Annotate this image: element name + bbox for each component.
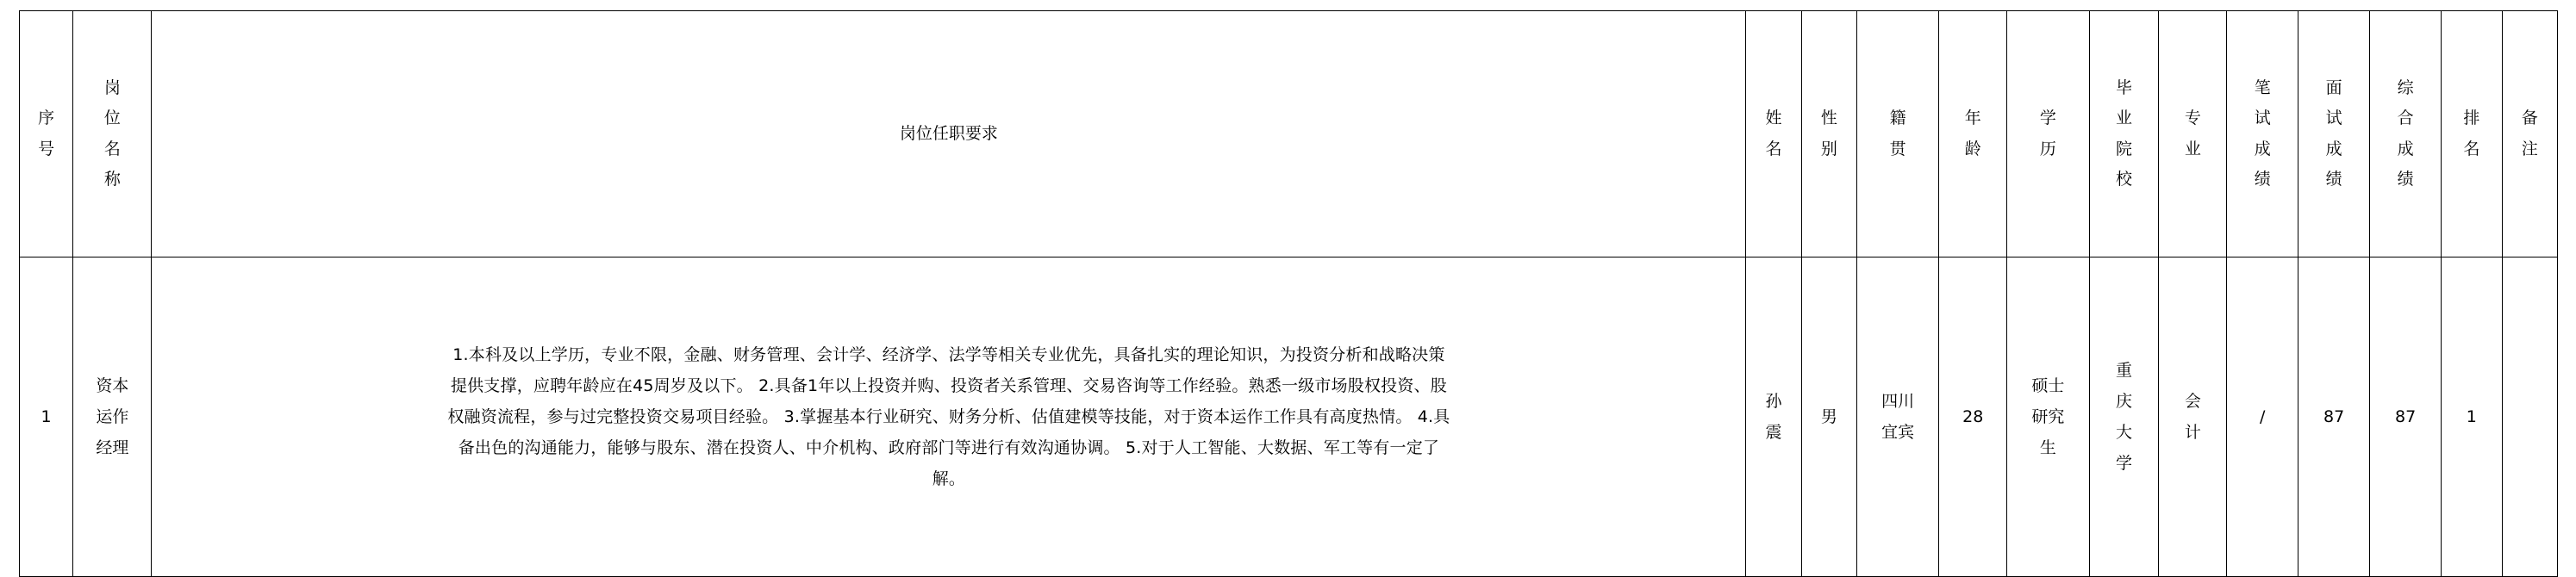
cell-name — [1746, 257, 1801, 577]
header-char: 排 — [2463, 109, 2480, 128]
cell-line: 庆 — [2115, 391, 2132, 411]
cell-school — [2089, 257, 2159, 577]
header-char: 校 — [2115, 169, 2132, 189]
cell-major — [2159, 257, 2227, 577]
cell-post — [73, 257, 152, 577]
header-char: 历 — [2039, 139, 2056, 158]
column-header-name — [1746, 11, 1801, 257]
header-char: 年 — [1964, 109, 1981, 128]
column-header-remark — [2502, 11, 2557, 257]
cell-age: 28 — [1939, 257, 2007, 577]
column-header-hometown — [1856, 11, 1938, 257]
cell-line: 计 — [2184, 423, 2201, 442]
cell-line: 重 — [2115, 360, 2132, 380]
candidate-table — [19, 10, 2558, 577]
column-header-education — [2007, 11, 2089, 257]
cell-remark — [2502, 257, 2557, 577]
cell-line: 四川 — [1881, 391, 1915, 411]
header-char: 序 — [38, 109, 55, 128]
header-char: 籍 — [1889, 109, 1906, 128]
header-char: 龄 — [1964, 139, 1981, 158]
cell-interview-score: 87 — [2298, 257, 2370, 577]
header-char: 业 — [2115, 109, 2132, 128]
header-char: 试 — [2325, 109, 2342, 128]
column-header-school — [2089, 11, 2159, 257]
header-char: 试 — [2254, 109, 2271, 128]
column-header-major — [2159, 11, 2227, 257]
requirement-line: 1.本科及以上学历，专业不限，金融、财务管理、会计学、经济学、法学等相关专业优先，具备扎实的理论知识，为投资分析和战略决策 — [452, 344, 1445, 364]
header-char: 备 — [2521, 109, 2538, 128]
header-char: 号 — [38, 139, 55, 158]
header-char: 成 — [2254, 139, 2271, 158]
cell-education — [2007, 257, 2089, 577]
cell-line: 硕士 — [2031, 375, 2065, 395]
column-header-written-score — [2227, 11, 2298, 257]
column-header-rank — [2442, 11, 2503, 257]
cell-gender: 男 — [1801, 257, 1856, 577]
header-char: 位 — [103, 109, 121, 128]
column-header-gender — [1801, 11, 1856, 257]
header-char: 业 — [2184, 139, 2201, 158]
header-char: 姓 — [1765, 109, 1782, 128]
header-char: 成 — [2325, 139, 2342, 158]
cell-hometown — [1856, 257, 1938, 577]
header-char: 贯 — [1889, 139, 1906, 158]
header-char: 别 — [1820, 139, 1837, 158]
header-char: 综 — [2397, 78, 2414, 98]
cell-overall-score: 87 — [2370, 257, 2442, 577]
header-char: 面 — [2325, 78, 2342, 98]
header-char: 成 — [2397, 139, 2414, 158]
column-header-overall-score — [2370, 11, 2442, 257]
header-char: 名 — [2463, 139, 2480, 158]
header-char: 院 — [2115, 139, 2132, 158]
cell-line: 生 — [2039, 438, 2056, 458]
cell-seq: 1 — [20, 257, 73, 577]
header-char: 学 — [2039, 109, 2056, 128]
cell-line: 震 — [1765, 423, 1782, 442]
header-char: 毕 — [2115, 78, 2132, 98]
requirement-line: 备出色的沟通能力，能够与股东、潜在投资人、中介机构、政府部门等进行有效沟通协调。 5.对于人工智能、大数据、军工等有一定了 — [458, 438, 1440, 458]
cell-line: 学 — [2115, 454, 2132, 474]
requirement-line: 提供支撑，应聘年龄应在45周岁及以下。 2.具备1年以上投资并购、投资者关系管理、交易咨询等工作经验。熟悉一级市场股权投资、股 — [450, 375, 1447, 395]
header-char: 笔 — [2254, 78, 2271, 98]
column-header-post — [73, 11, 152, 257]
cell-line: 研究 — [2031, 406, 2065, 426]
header-char: 绩 — [2254, 169, 2271, 189]
header-char: 性 — [1820, 109, 1837, 128]
cell-rank: 1 — [2442, 257, 2503, 577]
cell-line: 经理 — [96, 438, 129, 458]
cell-line: 资本 — [96, 375, 129, 395]
column-header-interview-score — [2298, 11, 2370, 257]
header-char: 绩 — [2397, 169, 2414, 189]
requirement-line: 权融资流程，参与过完整投资交易项目经验。 3.掌握基本行业研究、财务分析、估值建模等技能，对于资本运作工作具有高度热情。 4.具 — [447, 406, 1450, 426]
column-header-seq — [20, 11, 73, 257]
cell-line: 运作 — [96, 406, 129, 426]
column-header-requirements: 岗位任职要求 — [152, 11, 1746, 257]
header-char: 名 — [103, 139, 121, 158]
header-char: 岗 — [103, 78, 121, 98]
cell-line: 宜宾 — [1881, 423, 1915, 442]
cell-written-score: / — [2227, 257, 2298, 577]
cell-line: 孙 — [1765, 391, 1782, 411]
cell-line: 大 — [2115, 423, 2132, 442]
cell-requirements — [152, 257, 1746, 577]
header-char: 绩 — [2325, 169, 2342, 189]
column-header-age — [1939, 11, 2007, 257]
table-row — [20, 257, 2558, 577]
table-header-row — [20, 11, 2558, 257]
header-char: 合 — [2397, 109, 2414, 128]
requirement-line: 解。 — [932, 469, 966, 489]
header-char: 注 — [2521, 139, 2538, 158]
cell-line: 会 — [2184, 391, 2201, 411]
header-char: 称 — [103, 169, 121, 189]
header-char: 名 — [1765, 139, 1782, 158]
header-char: 专 — [2184, 109, 2201, 128]
